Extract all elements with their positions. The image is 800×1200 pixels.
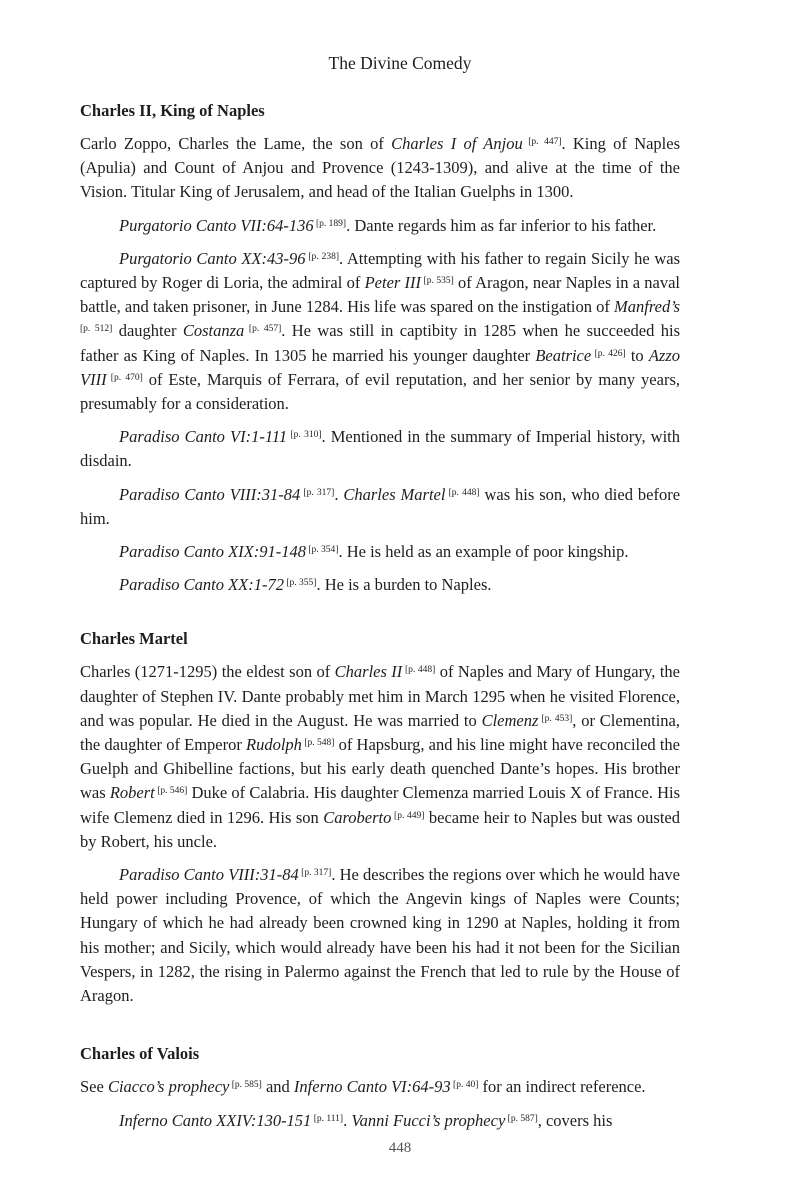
page-reference[interactable]: [p. 585] bbox=[229, 1080, 262, 1091]
page-reference[interactable]: [p. 535] bbox=[421, 276, 454, 287]
cross-reference-link[interactable]: Paradiso Canto XX:1-72 bbox=[119, 575, 284, 595]
body-text: of Hapsburg, and his line might have reconciled the Guelph and Ghibelline factions, but his early death quenched Dante’s hopes. His brother was bbox=[80, 735, 681, 803]
entry-paragraph bbox=[80, 425, 680, 473]
entry-paragraphs bbox=[80, 1075, 680, 1132]
body-text: See bbox=[80, 1077, 108, 1097]
entry-heading: Charles II, King of Naples bbox=[80, 101, 265, 120]
cross-reference-link[interactable]: Inferno Canto VI:64-93 bbox=[293, 1077, 451, 1097]
entry-heading: Charles Martel bbox=[80, 629, 188, 649]
page-reference[interactable]: [p. 310] bbox=[287, 430, 322, 441]
page-reference[interactable]: [p. 111] bbox=[311, 1113, 344, 1124]
entry-paragraph bbox=[80, 540, 680, 564]
body-text: of Naples and Mary of Hungary, the daughter of Stephen IV. Dante probably met him in March 1295 when he visited Florence, and was popular. He died in the August. He was married to bbox=[80, 662, 680, 730]
body-text: of Aragon, near Naples in a naval battle, and taken prisoner, in June 1284. His life was spared on the instigation of bbox=[80, 273, 681, 317]
entry-charles-martel bbox=[80, 628, 680, 1008]
entry-paragraphs bbox=[80, 132, 680, 597]
body-text: . bbox=[334, 484, 344, 504]
cross-reference-link[interactable]: Paradiso Canto XIX:91-148 bbox=[119, 542, 306, 562]
page-reference[interactable]: [p. 587] bbox=[505, 1113, 538, 1124]
body-text: and bbox=[261, 1077, 294, 1097]
cross-reference-link[interactable]: Purgatorio Canto XX:43-96 bbox=[119, 248, 306, 268]
entry-paragraph bbox=[80, 1075, 680, 1099]
cross-reference-link[interactable]: Paradiso Canto VI:1-111 bbox=[119, 427, 288, 447]
page-reference[interactable]: [p. 448] bbox=[445, 487, 480, 498]
page-reference[interactable]: [p. 548] bbox=[301, 738, 335, 749]
cross-reference-link[interactable]: Vanni Fucci’s prophecy bbox=[351, 1110, 506, 1130]
entry-heading: Charles of Valois bbox=[80, 1044, 200, 1064]
page-reference[interactable]: [p. 426] bbox=[591, 348, 626, 359]
page-body bbox=[80, 100, 680, 1142]
body-text: . Dante regards him as far inferior to his father. bbox=[346, 215, 657, 235]
page-reference[interactable]: [p. 238] bbox=[305, 251, 339, 262]
entry-charles-of-valois bbox=[80, 1043, 680, 1132]
entry-paragraph bbox=[80, 660, 680, 854]
cross-reference-link[interactable]: Charles Martel bbox=[343, 484, 446, 504]
cross-reference-link[interactable]: Azzo VIII bbox=[80, 345, 680, 389]
body-text: daughter bbox=[112, 321, 183, 341]
body-text: was his son, who died before him. bbox=[80, 484, 681, 528]
page-reference[interactable]: [p. 40] bbox=[450, 1080, 479, 1091]
page-reference[interactable]: [p. 453] bbox=[538, 713, 573, 724]
cross-reference-link[interactable]: Paradiso Canto VIII:31-84 bbox=[119, 484, 301, 504]
cross-reference-link[interactable]: Rudolph bbox=[246, 735, 302, 755]
body-text: . He was still in captibity in 1285 when he succeeded his father as King of Naples. In 1305 he married his younger daughter bbox=[80, 321, 681, 365]
entry-paragraph bbox=[80, 132, 680, 205]
cross-reference-link[interactable]: Paradiso Canto VIII:31-84 bbox=[119, 865, 299, 885]
body-text: . Attempting with his father to regain Sicily he was captured by Roger di Loria, the admiral of bbox=[80, 248, 681, 293]
running-head: The Divine Comedy bbox=[328, 53, 472, 73]
page-reference[interactable]: [p. 354] bbox=[306, 545, 339, 556]
body-text: for an indirect reference. bbox=[478, 1077, 646, 1097]
cross-reference-link[interactable]: Charles I of Anjou bbox=[391, 134, 523, 153]
body-text: . King of Naples (Apulia) and Count of Anjou and Provence (1243-1309), and alive at the time of the Vision. Titular King of Jerusalem, and head of the Italian Guelphs in 1300. bbox=[80, 134, 681, 202]
body-text: . He is a burden to Naples. bbox=[316, 575, 492, 595]
body-text: , covers his bbox=[537, 1110, 613, 1130]
cross-reference-link[interactable]: Clemenz bbox=[481, 710, 539, 730]
body-text: Charles (1271-1295) the eldest son of bbox=[80, 662, 335, 682]
body-text: became heir to Naples but was ousted by Robert, his uncle. bbox=[80, 807, 681, 851]
cross-reference-link[interactable]: Purgatorio Canto VII:64-136 bbox=[119, 215, 314, 235]
entry-paragraph bbox=[80, 483, 680, 531]
entry-paragraph bbox=[80, 247, 680, 416]
body-text: , or Clementina, the daughter of Emperor bbox=[80, 710, 680, 755]
page-reference[interactable]: [p. 317] bbox=[300, 487, 335, 498]
body-text: of Este, Marquis of Ferrara, of evil reputation, and her senior by many years, presumably for a consideration. bbox=[80, 369, 680, 414]
entry-paragraph bbox=[80, 573, 680, 597]
entry-paragraph bbox=[80, 214, 680, 238]
cross-reference-link[interactable]: Inferno Canto XXIV:130-151 bbox=[119, 1110, 312, 1130]
page-reference[interactable]: [p. 317] bbox=[298, 868, 332, 879]
cross-reference-link[interactable]: Manfred’s bbox=[614, 297, 680, 317]
body-text: to bbox=[625, 345, 649, 365]
page-reference[interactable]: [p. 449] bbox=[391, 810, 425, 821]
cross-reference-link[interactable]: Ciacco’s prophecy bbox=[107, 1077, 230, 1097]
cross-reference-link[interactable]: Charles II bbox=[334, 662, 403, 682]
page-reference[interactable]: [p. 546] bbox=[154, 786, 188, 797]
cross-reference-link[interactable]: Peter III bbox=[364, 273, 422, 293]
page-number: 448 bbox=[388, 1140, 412, 1156]
entry-paragraphs bbox=[80, 660, 680, 1008]
body-text: . He describes the regions over which he would have held power including Provence, of which the Angevin kings of Naples were Counts; Hungary of which he had already been crowned king in 1290 at Naples, holding it from his mother; and Sicily, which would already have been his had it not been for the Sicilian Vespers, in 1282, the rising in Palermo against the French that led to rule by the House of Aragon. bbox=[80, 865, 680, 1006]
page-reference[interactable]: [p. 457] bbox=[244, 324, 282, 335]
page-reference[interactable]: [p. 448] bbox=[402, 665, 436, 676]
page-reference[interactable]: [p. 447] bbox=[522, 137, 562, 147]
page-reference[interactable]: [p. 470] bbox=[106, 372, 143, 383]
cross-reference-link[interactable]: Costanza bbox=[182, 321, 245, 341]
page-reference[interactable]: [p. 189] bbox=[313, 218, 347, 229]
entry-charles-ii bbox=[80, 100, 680, 597]
cross-reference-link[interactable]: Robert bbox=[109, 783, 155, 803]
cross-reference-link[interactable]: Beatrice bbox=[535, 345, 592, 365]
entry-paragraph bbox=[80, 863, 680, 1008]
body-text: Carlo Zoppo, Charles the Lame, the son of bbox=[80, 134, 392, 153]
body-text: . Mentioned in the summary of Imperial history, with disdain. bbox=[80, 427, 681, 471]
page-reference[interactable]: [p. 355] bbox=[284, 578, 317, 589]
body-text: . bbox=[343, 1110, 352, 1130]
page-reference[interactable]: [p. 512] bbox=[80, 324, 113, 335]
body-text: . He is held as an example of poor kingship. bbox=[338, 542, 629, 562]
cross-reference-link[interactable]: Caroberto bbox=[323, 807, 392, 827]
entry-paragraph bbox=[80, 1109, 680, 1133]
body-text: Duke of Calabria. His daughter Clemenza married Louis X of France. His wife Clemenz died in 1296. His son bbox=[80, 783, 681, 827]
